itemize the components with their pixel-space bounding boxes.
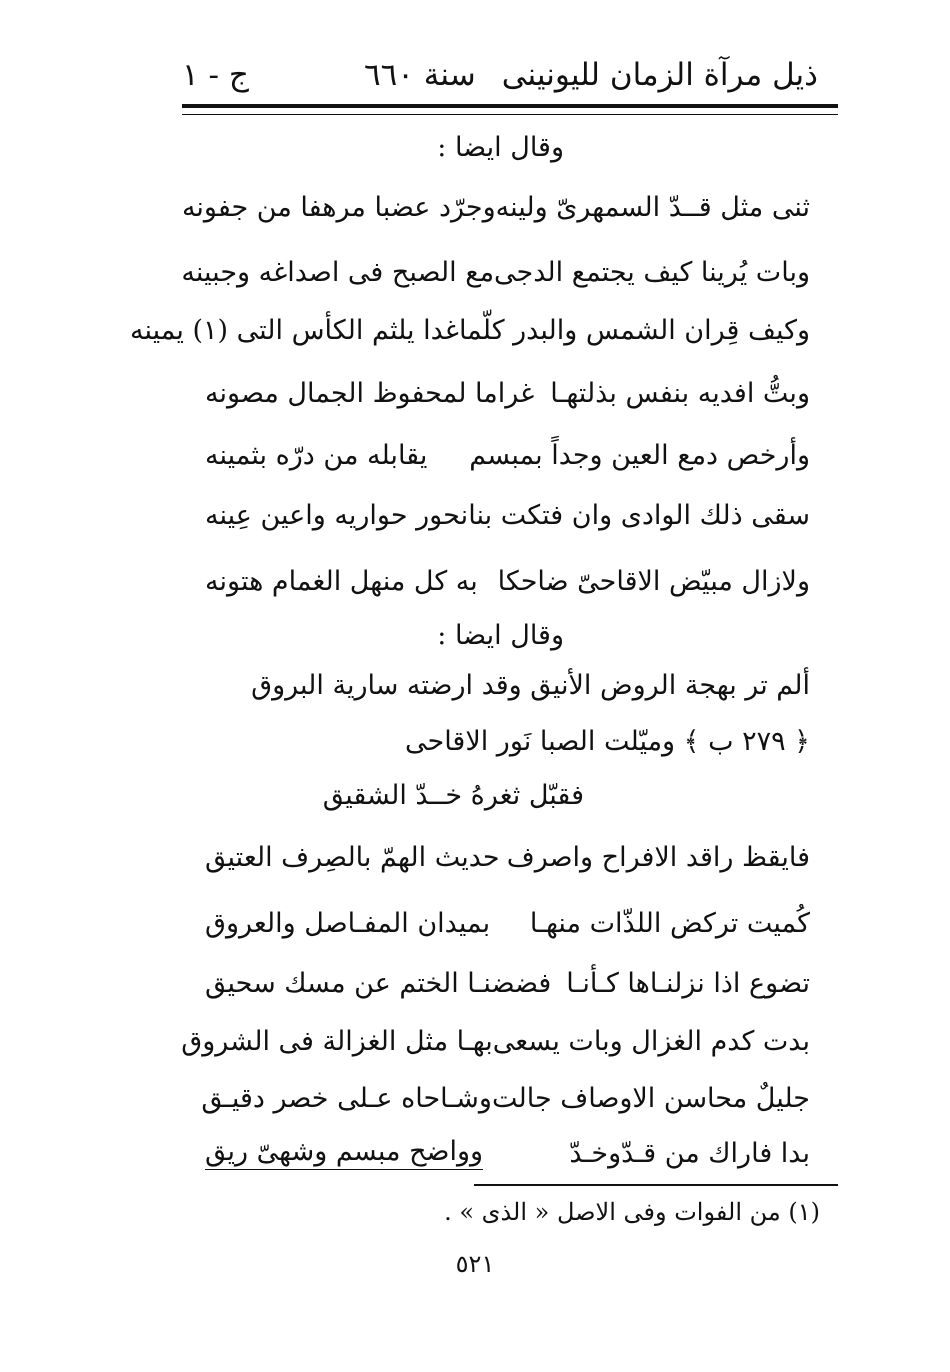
- verse-first-hemistich: سقى ذلك الوادى وان فتكت بنا: [468, 499, 810, 531]
- header-title-group: [364, 57, 818, 93]
- verse-line: [205, 1128, 810, 1178]
- prose-verse-line-3: فقبّل ثغرهُ خــدّ الشقيق: [322, 780, 584, 811]
- book-title: ذيل مرآة الزمان لليونينى: [501, 57, 818, 93]
- page-number: ٥٢١: [455, 1250, 495, 1278]
- verse-first-hemistich: جليلٌ محاسن الاوصاف جالت: [491, 1082, 810, 1114]
- verse-second-hemistich: يقابله من درّه بثمينه: [205, 439, 428, 471]
- section-heading-1: وقال ايضا :: [437, 132, 564, 163]
- verse-second-hemistich: بميدان المفـاصل والعروق: [205, 907, 491, 939]
- verse-line: [181, 1016, 810, 1066]
- verse-line: [205, 490, 810, 540]
- verse-first-hemistich: بدا فاراك من قـدّوخـدّ: [569, 1137, 810, 1169]
- verse-first-hemistich: فايقظ راقد الافراح واصرف: [506, 841, 810, 873]
- verse-second-hemistich: وشـاحاه عـلى خصر دقيـق: [201, 1082, 492, 1114]
- verse-second-hemistich: نحور حواريه واعين عِينه: [205, 499, 469, 531]
- verse-first-hemistich: وأرخص دمع العين وجداً بمبسم: [469, 439, 810, 471]
- verse-first-hemistich: وكيف قِران الشمس والبدر كلّما: [458, 314, 810, 346]
- verse-first-hemistich: كُميت تركض اللذّات منهـا: [529, 907, 810, 939]
- verse-second-hemistich: وواضح مبسم وشهىّ ريق: [205, 1136, 483, 1170]
- verse-second-hemistich: غدا يلثم الكأس التى (١) يمينه: [129, 314, 459, 346]
- verse-first-hemistich: وبتُّ افديه بنفس بذلتهـا: [550, 377, 810, 409]
- verse-line: [181, 182, 810, 232]
- header-rule-thick: [182, 104, 838, 108]
- verse-first-hemistich: ولازال مبيّض الاقاحىّ ضاحكا: [497, 565, 810, 597]
- verse-second-hemistich: غراما لمحفوظ الجمال مصونه: [205, 377, 535, 409]
- verse-line: [205, 958, 810, 1008]
- volume-label: ج - ١: [182, 57, 249, 93]
- prose-verse-line-2: ﴿ ٢٧٩ ب ﴾ وميّلت الصبا نَور الاقاحى: [405, 726, 810, 757]
- verse-second-hemistich: فضضنـا الختم عن مسك سحيق: [205, 967, 552, 999]
- header-rule-thin: [182, 114, 838, 115]
- footnote: (١) من الفوات وفى الاصل « الذى » .: [444, 1198, 820, 1226]
- verse-first-hemistich: وبات يُرينا كيف يجتمع الدجى: [494, 256, 810, 288]
- verse-line: [205, 898, 810, 948]
- verse-second-hemistich: مع الصبح فى اصداغه وجبينه: [181, 256, 495, 288]
- verse-line: [205, 430, 810, 480]
- verse-line: [205, 368, 810, 418]
- verse-first-hemistich: بدت كدم الغزال وبات يسعى: [492, 1025, 810, 1057]
- header-year: سنة ٦٦٠: [363, 57, 476, 93]
- verse-second-hemistich: وجرّد عضبا مرهفا من جفونه: [181, 191, 496, 223]
- running-header: [182, 52, 818, 98]
- verse-first-hemistich: تضوع اذا نزلنـاها كـأنـا: [566, 967, 810, 999]
- verse-second-hemistich: حديث الهمّ بالصِرف العتيق: [205, 841, 500, 873]
- verse-line: [129, 305, 810, 355]
- verse-second-hemistich: بهـا مثل الغزالة فى الشروق: [181, 1025, 493, 1057]
- section-heading-2: وقال ايضا :: [437, 620, 564, 651]
- verse-line: [181, 247, 810, 297]
- verse-line: [205, 556, 810, 606]
- verse-line: [201, 1073, 810, 1123]
- prose-verse-line-1: ألم تر بهجة الروض الأنيق وقد ارضته سارية البروق: [251, 670, 810, 701]
- verse-line: [205, 832, 810, 882]
- footnote-rule: [474, 1184, 838, 1186]
- verse-second-hemistich: به كل منهل الغمام هتونه: [205, 565, 478, 597]
- verse-first-hemistich: ثنى مثل قــدّ السمهرىّ ولينه: [495, 191, 810, 223]
